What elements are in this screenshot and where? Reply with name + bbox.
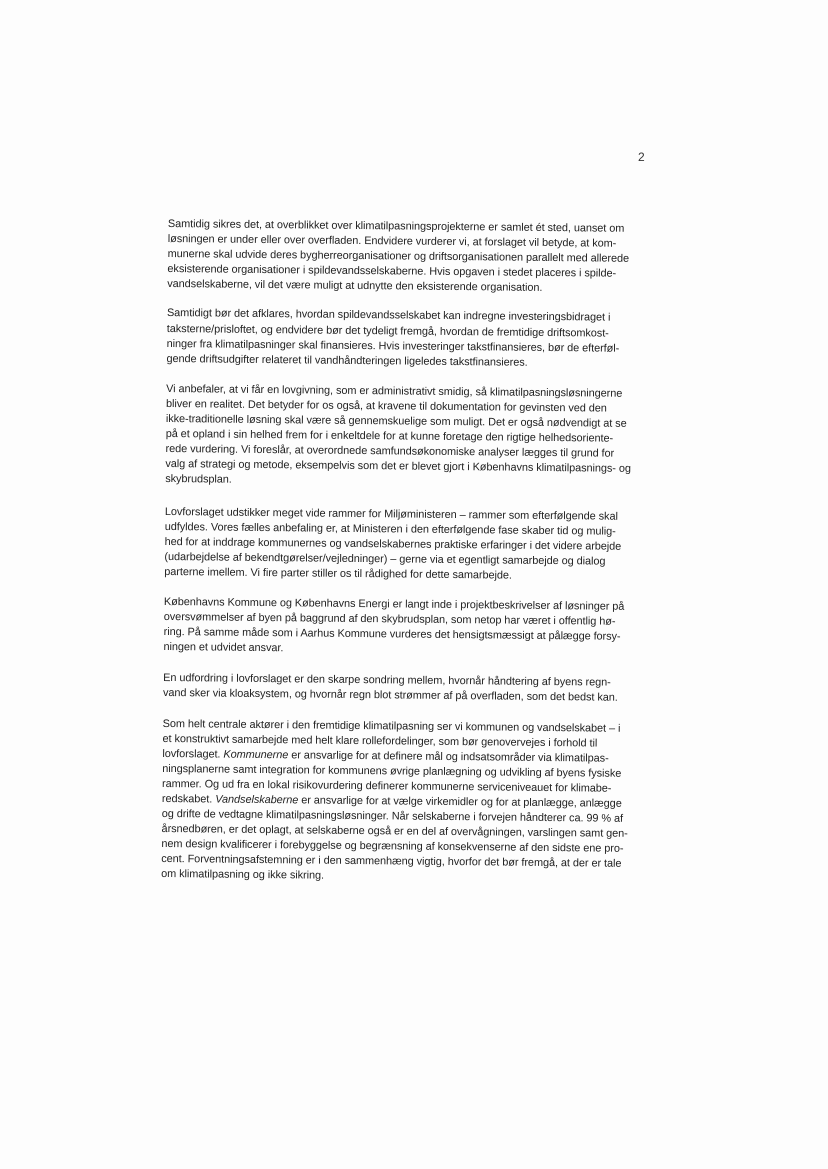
paragraph-overview [167,217,648,297]
paragraph-roles [161,717,643,888]
text-line: vand sker via kloaksystem, og hvornår regn blot strømmer af på overfladen, som det bedst kan. [162,687,618,705]
text-line: lovforslaget. Kommunerne er ansvarlige for at definere mål og indsatsområder via klimatilpas- [162,747,609,765]
text-line: skybrudsplan. [165,473,232,487]
paragraph-financing [166,306,647,371]
document-body [161,217,648,903]
text-line: Samtidigt bør det afklares, hvordan spildevandsselskabet kan indregne investeringsbidraget i [166,307,611,325]
text-line: nem design kvalificerer i forebyggelse og begrænsning af konsekvenserne af den sidste ene pro- [161,838,624,856]
paragraph-challenge [163,671,643,706]
text-line: ningen et udvidet ansvar. [163,641,284,655]
text-line: En udfordring i lovforslaget er den skarpe sondring mellem, hvornår håndtering af byens regn- [163,672,611,690]
text-line: valg af strategi og metode, eksempelvis som det er blevet gjort i Københavns klimatilpasnings- og [165,458,631,476]
text-line: bliver en realitet. Det betyder for os også, at kravene til dokumentation for gevinsten ved den [165,397,607,415]
text-line: om klimatilpasning og ikke sikring. [161,868,325,883]
text-line: Københavns Kommune og Københavns Energi er langt inde i projektbeskrivelser af løsninger på [163,595,625,613]
text-line: Vi anbefaler, at vi får en lovgivning, som er administrativt smidig, så klimatilpasningsløsningerne [166,382,623,400]
text-line: og drifte de vedtagne klimatilpasningsløsninger. Når selskaberne i forvejen håndterer ca. 99 % af [161,808,624,825]
text-line: Samtidig sikres det, at overblikket over klimatilpasningsprojekterne er samlet ét sted, uanset om [167,217,625,235]
paragraph-copenhagen [163,595,644,660]
text-line: (udarbejdelse af bekendtgørelser/vejledninger) – gerne via et egentligt samarbejde og dialog [164,550,606,568]
text-line: på et opland i sin helhed frem for i enkeltdele for at kunne foretage den rigtige helhedsoriente- [165,428,614,445]
text-line: taksterne/prisloftet, og endvidere bør det tydeligt fremgå, hvordan de fremtidige driftsomkost- [166,322,609,340]
text-line: eksisterende organisationer i spildevandsselskaberne. Hvis opgaven i stedet placeres i spilde- [167,263,617,280]
text-line: parterne imellem. Vi fire parter stiller os til rådighed for dette samarbejde. [164,565,512,582]
page-number: 2 [638,150,645,164]
text-line: ring. På samme måde som i Aarhus Kommune vurderes det hensigtsmæssigt at pålægge forsy- [163,626,621,643]
paragraph-legislation [165,382,646,493]
text-line: et konstruktivt samarbejde med helt klare rollefordelinger, som bør genovervejes i forhold til [162,732,598,750]
text-line: ikke-traditionelle løsning skal være så gennemskuelige som muligt. Det er også nødvendigt at se [165,413,627,430]
text-line: oversvømmelser af byen på baggrund af den skybrudsplan, som netop har været i offentlig hø- [163,611,616,628]
text-line: udfyldes. Vores fælles anbefaling er, at Ministeren i den efterfølgende fase skaber tid og mulig- [164,520,616,538]
text-line: løsningen er under eller over overfladen. Endvidere vurderer vi, at forslaget vil betyde, at kom- [167,233,617,250]
text-line: gende driftsudgifter relateret til vandhåndteringen ligeledes takstfinansieres. [166,352,528,369]
text-line: rammer. Og ud fra en lokal risikovurdering definerer kommunerne serviceniveauet for klimabe- [162,777,612,795]
text-line: rede vurdering. Vi foreslår, at overordnede samfundsøkonomiske analyser lægges til grund for [165,443,615,460]
text-line: Som helt centrale aktører i den fremtidige klimatilpasning ser vi kommunen og vandselskabet – i [162,717,621,735]
text-line: Lovforslaget udstikker meget vide rammer for Miljøministeren – rammer som efterfølgende skal [164,505,618,523]
text-line: cent. Forventningsafstemning er i den sammenhæng vigtig, hvorfor det bør fremgå, at der er tale [161,853,622,871]
text-line: hed for at inddrage kommunernes og vandselskabernes praktiske erfaringer i det videre arbejde [164,535,622,553]
text-line: vandselskaberne, vil det være muligt at udnytte den eksisterende organisation. [167,278,543,295]
text-line: munerne skal udvide deres bygherreorganisationer og driftsorganisationen parallelt med allerede [167,248,630,266]
paragraph-framework [164,504,645,584]
text-line: årsnedbøren, er det oplagt, at selskaberne også er en del af overvågningen, varslingen samt gen- [161,823,628,841]
text-line: redskabet. Vandselskaberne er ansvarlige for at vælge virkemidler og for at planlægge, anlægge [161,792,622,810]
text-line: ninger fra klimatilpasninger skal finansieres. Hvis investeringer takstfinansieres, bør de efterføl- [166,337,620,355]
text-line: ningsplanerne samt integration for kommunens øvrige planlægning og udvikling af byens fysiske [162,762,622,780]
